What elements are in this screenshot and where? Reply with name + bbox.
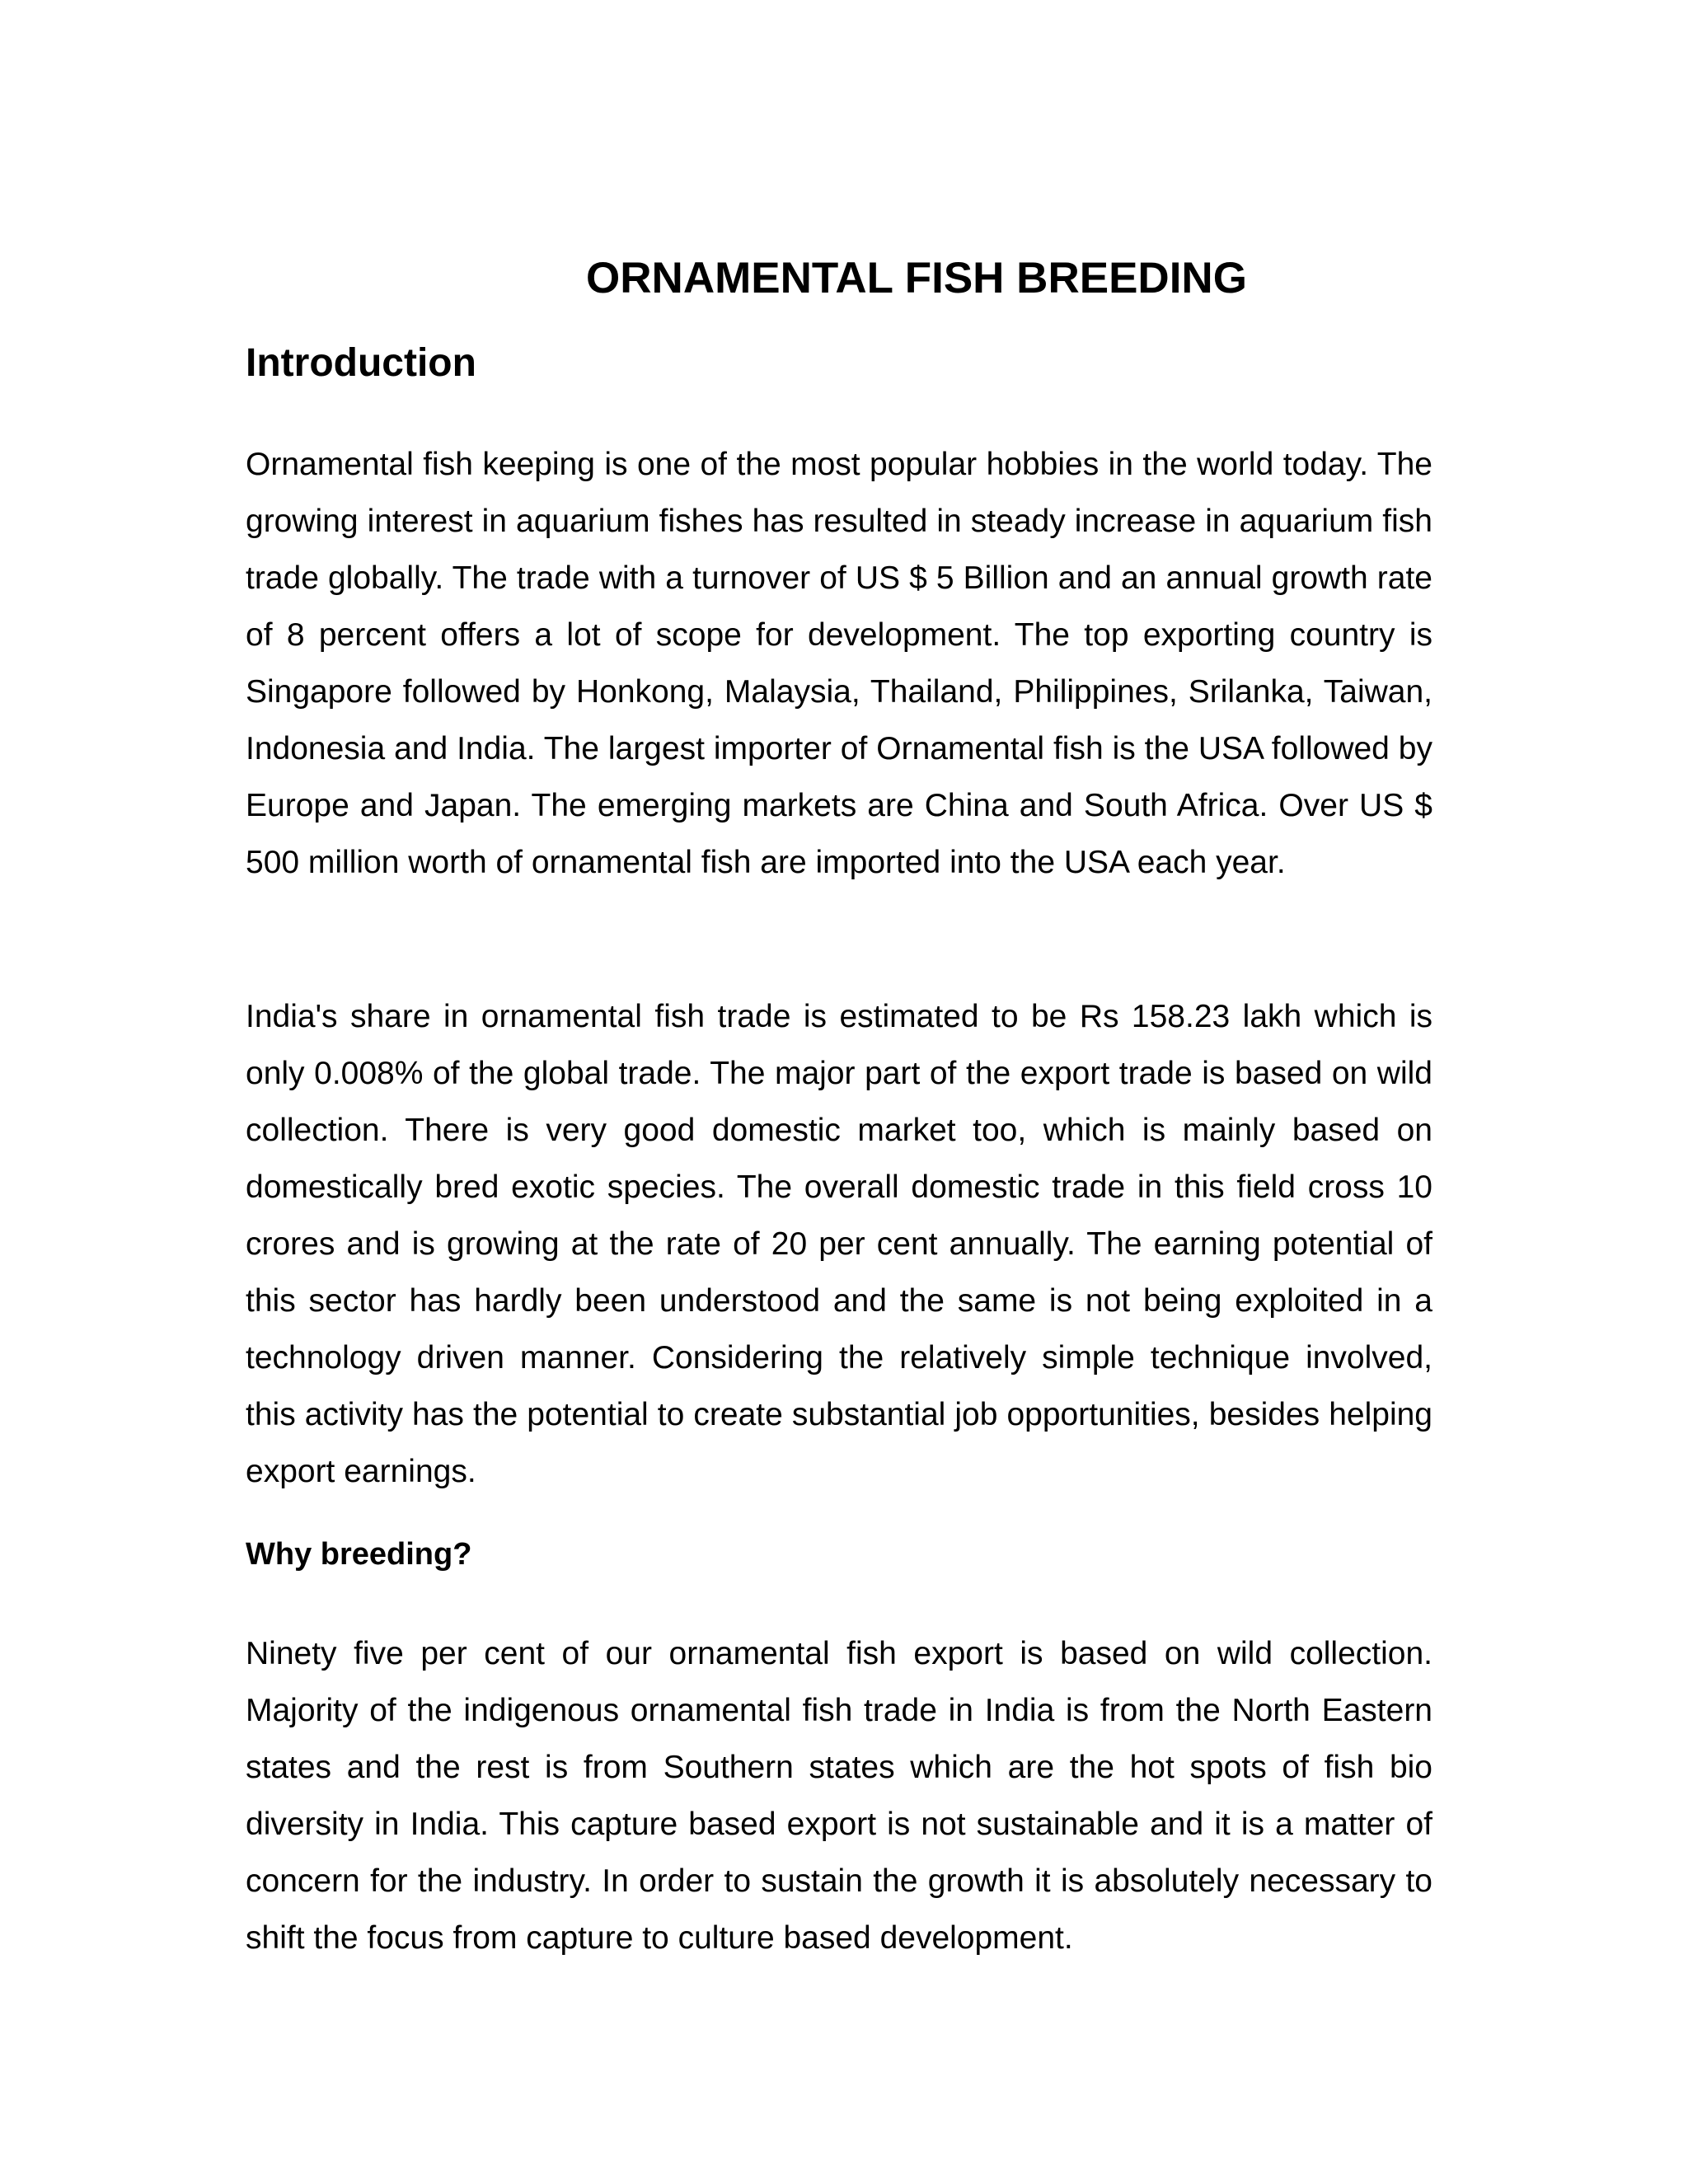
- intro-paragraph-1: Ornamental fish keeping is one of the most popular hobbies in the world today. The growing interest in aquarium fishes has resulted in steady increase in aquarium fish trade globally. The trade with a turnover of US $ 5 Billion and an annual growth rate of 8 percent offers a lot of scope for development. The top exporting country is Singapore followed by Honkong, Malaysia, Thailand, Philippines, Srilanka, Taiwan, Indonesia and India. The largest importer of Ornamental fish is the USA followed by Europe and Japan. The emerging markets are China and South Africa. Over US $ 500 million worth of ornamental fish are imported into the USA each year.: [246, 447, 1432, 880]
- section-heading-introduction: Introduction: [246, 341, 476, 385]
- why-breeding-paragraph: Ninety five per cent of our ornamental fish export is based on wild collection. Majority of the indigenous ornamental fish trade in India is from the North Eastern states and the rest is from Southern states which are the hot spots of fish bio diversity in India. This capture based export is not sustainable and it is a matter of concern for the industry. In order to sustain the growth it is absolutely necessary to shift the focus from capture to culture based development.: [246, 1636, 1432, 1956]
- intro-paragraph-2: India's share in ornamental fish trade is estimated to be Rs 158.23 lakh which is only 0.008% of the global trade. The major part of the export trade is based on wild collection. There is very good domestic market too, which is mainly based on domestically bred exotic species. The overall domestic trade in this field cross 10 crores and is growing at the rate of 20 per cent annually. The earning potential of this sector has hardly been understood and the same is not being exploited in a technology driven manner. Considering the relatively simple technique involved, this activity has the potential to create substantial job opportunities, besides helping export earnings.: [246, 999, 1432, 1489]
- subsection-heading-why-breeding: Why breeding?: [246, 1537, 472, 1572]
- document-title: ORNAMENTAL FISH BREEDING: [586, 254, 1247, 302]
